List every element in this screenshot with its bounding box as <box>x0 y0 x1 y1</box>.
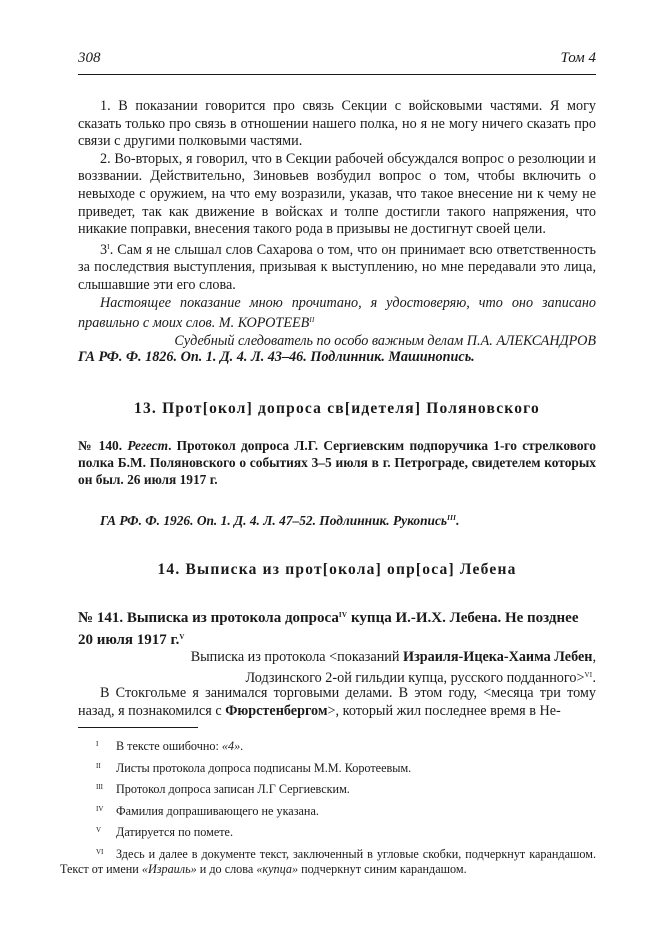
footnote-mark: IV <box>338 611 348 619</box>
archive-reference-2: ГА РФ. Ф. 1926. Оп. 1. Д. 4. Л. 47–52. Подлинник. Рукопись$^{III}$. <box>100 513 460 528</box>
running-header <box>78 50 596 67</box>
footnote: IV Фамилия допрашивающего не указана. <box>96 803 319 818</box>
testimony-paragraph-1: 1. В показании говорится про связь Секции с войсковыми частями. Я могу сказать только про связь в отношении нашего полка, но я не могу ничего сказать про связи с другими полковыми частями. <box>78 98 596 150</box>
volume-label: Том 4 <box>560 50 596 66</box>
page-number: 308 <box>78 50 101 66</box>
footnote-mark: I <box>107 242 110 251</box>
footnote-mark: V <box>179 633 185 641</box>
footnote-mark: III <box>447 514 457 522</box>
testimony-paragraph-2: 2. Во-вторых, я говорил, что в Секции рабочей обсуждался вопрос о резолюции и воззвании. Действительно, Зиновьев возбудил вопрос о том, чтобы включить о невыходе с оружием, на что ему возразили, указав, что такое внесение ни к чему не приведет, так как движение в войсках и толпе достигли такого напряжения, что никакие поправки, внесения такого рода в призывы не достигнут своей цели. <box>78 150 596 238</box>
footnote-mark: VI <box>584 670 593 679</box>
certification-paragraph: Настоящее показание мною прочитано, я удостоверяю, что оно записано правильно с моих слов. М. $КОРОТЕЕВ^{II}$ <box>78 294 596 332</box>
footnotes <box>60 737 596 882</box>
person-name: Израиля-Ицека-Хаима Лебен <box>403 649 593 665</box>
footnote-mark: II <box>309 316 315 325</box>
footnote: II Листы протокола допроса подписаны М.М. Коротеевым. <box>96 760 412 775</box>
section-13-title: 13. Прот[окол] допроса св[идетеля] Поляновского <box>134 400 540 417</box>
person-name: Фюрстенбергом <box>225 702 328 719</box>
archive-reference-1: ГА РФ. Ф. 1826. Оп. 1. Д. 4. Л. 43–46. Подлинник. Машинопись. <box>78 349 475 365</box>
header-rule <box>78 74 596 75</box>
extract-text: В Стокгольме я занимался торговыми делами. В этом году, <месяца три тому назад, я познакомился с Фюрстенбергом>, который жил последнее время в Не- <box>78 685 596 719</box>
footnote-rule <box>78 727 198 728</box>
testimony-block <box>78 98 596 350</box>
footnote: V Датируется по помете. <box>96 825 234 840</box>
footnote: VI Здесь и далее в документе текст, заключенный в угловые скобки, подчеркнут карандашом. Текст от имени «Израиль» и до слова «купца» подчеркнут синим карандашом. <box>60 846 596 876</box>
document-140-summary: № 140. Регест. Протокол допроса Л.Г. Сергиевским подпоручика 1-го стрелкового полка Б.М. Поляновского о событиях 3–5 июля в г. Петрограде, свидетелем которых он был. 26 июля 1917 г. <box>78 438 596 488</box>
extract-intro: Выписка из протокола <показаний Израиля-Ицека-Хаима Лебен, Лодзинского 2-ой гильдии купца, русского подданного>$^{VI}$. <box>190 649 596 686</box>
footnote: I В тексте ошибочно: «4». <box>96 739 244 753</box>
footnote: III Протокол допроса записан Л.Г Сергиевским. <box>96 782 350 797</box>
section-14-title: 14. Выписка из прот[окола] опр[оса] Лебена <box>157 561 517 578</box>
document-141-heading: № 141. Выписка из протокола допроса$^{IV}$ купца И.-И.Х. Лебена. Не позднее 20 июля 1917 г.$^V$ <box>78 610 579 648</box>
investigator-signature: Судебный следователь по особо важным делам П.А. АЛЕКСАНДРОВ <box>174 332 596 349</box>
testimony-paragraph-3: $3^I$. Сам я не слышал слов Сахарова о том, что он принимает всю ответственность за последствия выступления, призывая к выступлению, но мне передавали это лица, слышавшие эти его слова. <box>78 241 596 293</box>
